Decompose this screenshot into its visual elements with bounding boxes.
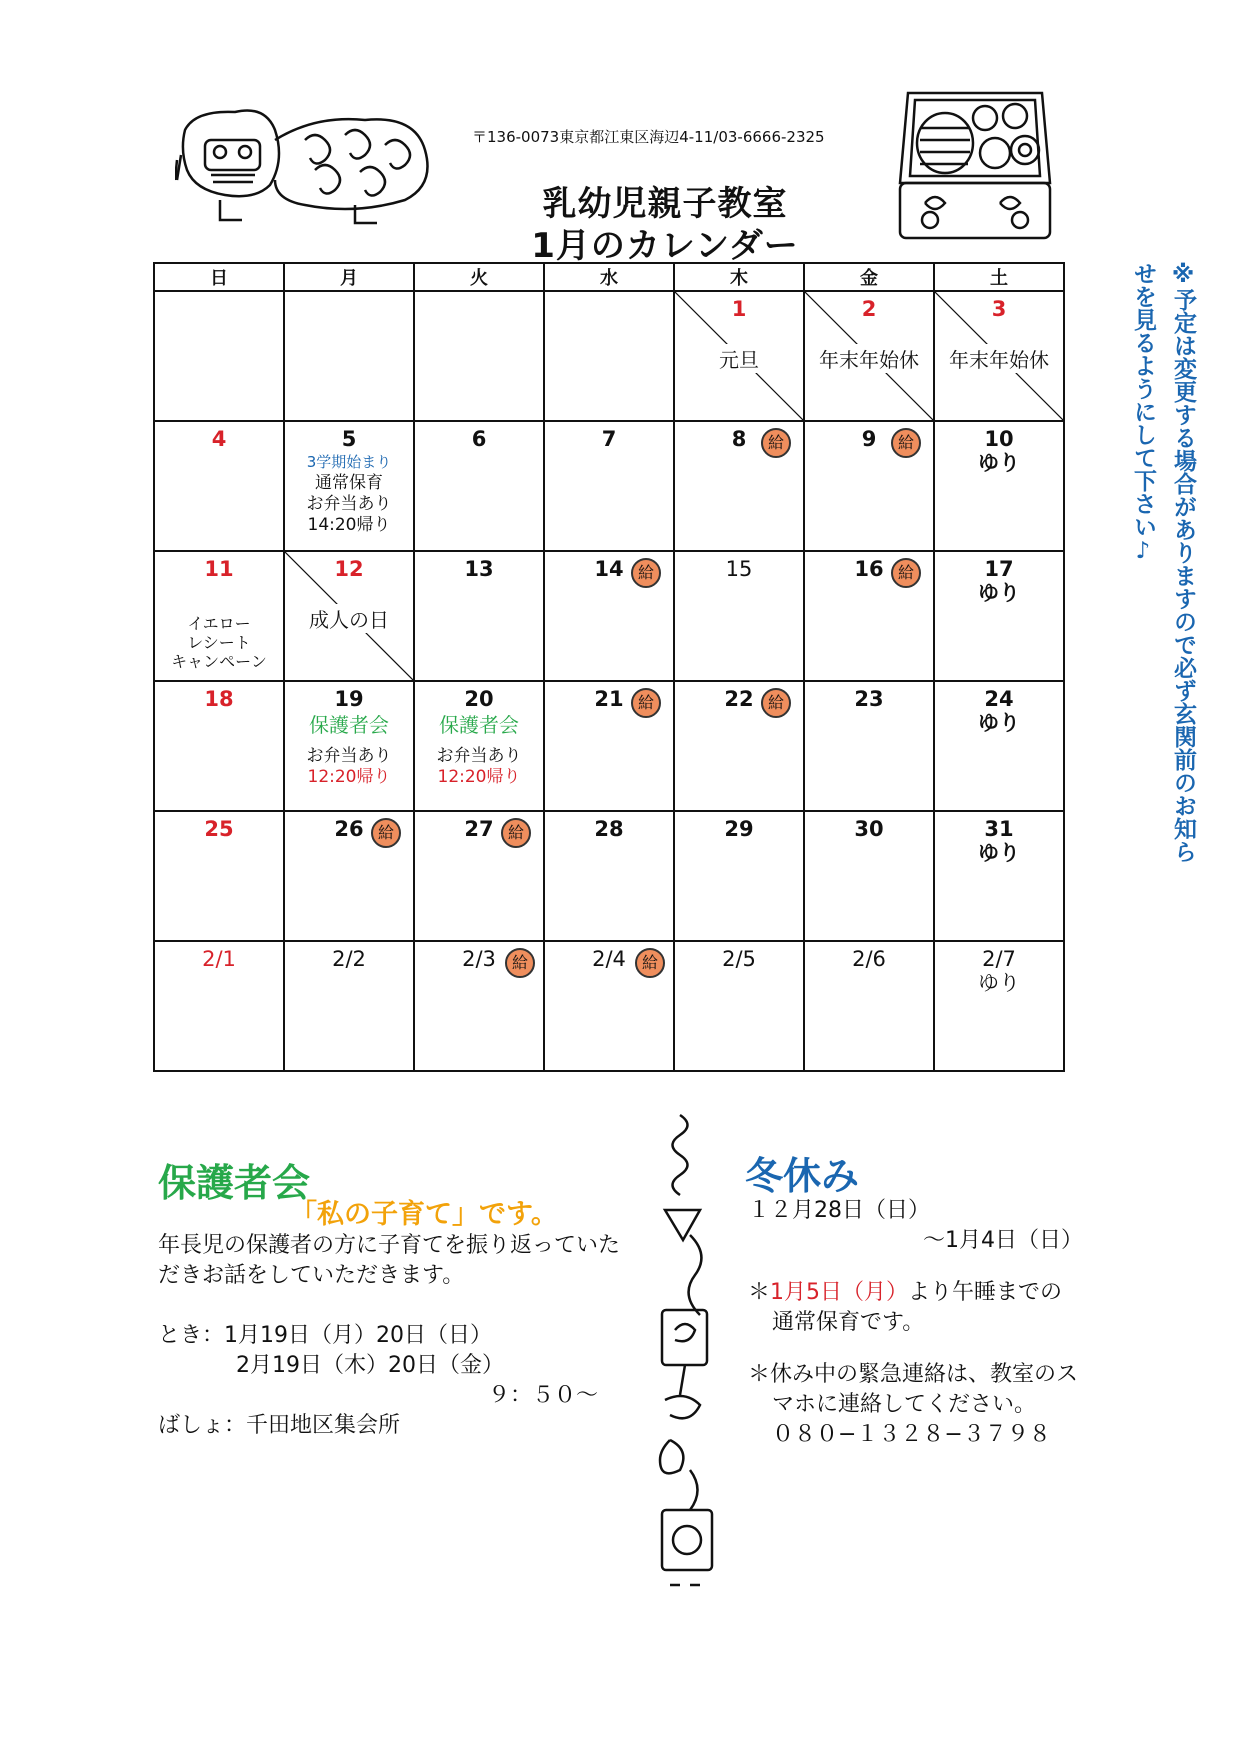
calendar-cell [154, 551, 284, 681]
weekday-header-row [154, 263, 1064, 291]
calendar-week-row [154, 681, 1064, 811]
calendar-cell [934, 811, 1064, 941]
event-text: イエロー [187, 614, 251, 633]
day-number: 21 [594, 687, 624, 711]
day-number: 27 [464, 817, 494, 841]
day-number: 2/7 [982, 947, 1016, 971]
day-number: 9 [861, 427, 877, 451]
calendar-cell [154, 421, 284, 551]
yuri-label: ゆり [978, 451, 1020, 475]
event-text: お弁当あり [306, 494, 392, 514]
kyushoku-badge: 給 [505, 948, 535, 978]
day-number: 24 [984, 687, 1014, 711]
day-number: 20 [464, 687, 494, 711]
day-number: 2/5 [722, 947, 756, 971]
calendar-cell [674, 681, 804, 811]
winter-to: 〜1月4日（日） [923, 1228, 1083, 1253]
calendar-cell [284, 811, 414, 941]
calendar-cell [284, 421, 414, 551]
weekday-wed: 水 [544, 263, 674, 291]
hogosha-description: 年長児の保護者の方に子育てを振り返っていただきお話をしていただきます。 [158, 1233, 621, 1288]
calendar-cell [154, 681, 284, 811]
day-number: 15 [725, 557, 753, 581]
calendar-cell [284, 941, 414, 1071]
holiday-label: 成人の日 [285, 604, 413, 633]
page-title: 乳幼児親子教室 [542, 184, 788, 224]
calendar-week-row [154, 421, 1064, 551]
day-number: 11 [204, 557, 234, 581]
day-number: 19 [334, 687, 364, 711]
day-number: 29 [724, 817, 754, 841]
shishimai-illustration [175, 100, 455, 230]
calendar-cell [804, 551, 934, 681]
calendar-cell [544, 811, 674, 941]
event-text: 12:20帰り [307, 767, 391, 787]
day-number: 10 [984, 427, 1014, 451]
hogosha-subtitle: 「私の子育て」です。 [290, 1199, 558, 1230]
winter-from: １２月28日（日） [748, 1198, 930, 1223]
calendar-cell [154, 291, 284, 421]
hogosha-heading: 保護者会 [158, 1161, 311, 1205]
calendar-week-row [154, 551, 1064, 681]
winter-break-heading: 冬休み [745, 1154, 860, 1198]
kyushoku-badge: 給 [761, 428, 791, 458]
hogosha-place: ばしょ：千田地区集会所 [158, 1413, 401, 1438]
event-text: キャンペーン [171, 652, 267, 671]
day-number: 8 [731, 427, 747, 451]
calendar-cell [544, 941, 674, 1071]
calendar-cell [284, 681, 414, 811]
emergency-contact-line2: マホに連絡してください。 [772, 1392, 1037, 1417]
hogosha-body [158, 1231, 638, 1441]
day-number: 26 [334, 817, 364, 841]
calendar-cell [674, 941, 804, 1071]
day-number: 2/2 [332, 947, 366, 971]
weekday-sat: 土 [934, 263, 1064, 291]
kyushoku-badge: 給 [891, 428, 921, 458]
day-number: 2 [861, 297, 877, 321]
weekday-tue: 火 [414, 263, 544, 291]
calendar-week-row [154, 291, 1064, 421]
calendar-cell [934, 941, 1064, 1071]
calendar-cell [544, 421, 674, 551]
emergency-phone: ０８０−１３２８−３７９８ [772, 1422, 1051, 1447]
yuri-label: ゆり [978, 711, 1020, 735]
hogosha-time: ９：５０〜 [488, 1383, 599, 1408]
day-number: 22 [724, 687, 754, 711]
calendar-cell [934, 551, 1064, 681]
kyushoku-badge: 給 [501, 818, 531, 848]
address: 〒136-0073東京都江東区海辺4-11/03-6666-2325 [472, 128, 825, 146]
kyushoku-badge: 給 [635, 948, 665, 978]
day-number: 4 [211, 427, 227, 451]
day-number: 31 [984, 817, 1014, 841]
day-number: 23 [854, 687, 884, 711]
winter-break-body [748, 1196, 1128, 1450]
winter-resume-line2: 通常保育です。 [772, 1310, 925, 1335]
winter-resume-text: より午睡までの [908, 1280, 1063, 1305]
weekday-fri: 金 [804, 263, 934, 291]
day-number: 2/4 [592, 947, 626, 971]
page-subtitle: 1月のカレンダー [531, 226, 799, 266]
event-text: 通常保育 [315, 473, 383, 493]
day-number: 12 [334, 557, 364, 581]
day-number: 3 [991, 297, 1007, 321]
calendar-cell [414, 421, 544, 551]
yuri-label: ゆり [978, 971, 1020, 995]
event-text: お弁当あり [306, 746, 392, 766]
day-number: 7 [601, 427, 617, 451]
calendar-cell [544, 551, 674, 681]
yuri-label: ゆり [978, 841, 1020, 865]
calendar-cell [804, 291, 934, 421]
day-number: 2/6 [852, 947, 886, 971]
calendar-cell [674, 421, 804, 551]
hogosha-date-2: 2月19日（木）20日（金） [236, 1353, 504, 1378]
calendar-cell [804, 421, 934, 551]
day-number: 16 [854, 557, 884, 581]
calendar-cell [414, 291, 544, 421]
day-number: 5 [341, 427, 357, 451]
schedule-change-notice: ※予定は変更する場合がありますので必ず玄関前のお知らせを見るようにして下さい♪ [1130, 262, 1196, 863]
calendar-cell [154, 811, 284, 941]
holiday-label: 元旦 [675, 344, 803, 373]
calendar-table [153, 262, 1065, 1072]
new-year-decoration-illustration [650, 1110, 730, 1600]
kyushoku-badge: 給 [371, 818, 401, 848]
winter-resume-date: 1月5日（月） [770, 1280, 909, 1305]
calendar-week-row [154, 941, 1064, 1071]
kyushoku-badge: 給 [761, 688, 791, 718]
event-text: お弁当あり [436, 746, 522, 766]
calendar-week-row [154, 811, 1064, 941]
kyushoku-badge: 給 [631, 558, 661, 588]
calendar-cell [674, 291, 804, 421]
calendar-cell [414, 941, 544, 1071]
day-number: 13 [464, 557, 494, 581]
day-number: 30 [854, 817, 884, 841]
emergency-contact-line1: ＊休み中の緊急連絡は、教室のス [748, 1362, 1079, 1387]
weekday-sun: 日 [154, 263, 284, 291]
calendar-cell [414, 811, 544, 941]
day-number: 17 [984, 557, 1014, 581]
calendar-cell [674, 811, 804, 941]
holiday-label: 年末年始休 [805, 344, 933, 373]
calendar-cell [154, 941, 284, 1071]
weekday-mon: 月 [284, 263, 414, 291]
event-text: 保護者会 [439, 713, 519, 737]
day-number: 25 [204, 817, 234, 841]
calendar-cell [414, 681, 544, 811]
jubako-illustration [890, 88, 1060, 243]
calendar-cell [544, 681, 674, 811]
asterisk: ＊ [748, 1280, 771, 1305]
calendar-cell [284, 551, 414, 681]
calendar-cell [284, 291, 414, 421]
weekday-thu: 木 [674, 263, 804, 291]
calendar-cell [804, 811, 934, 941]
calendar-cell [934, 421, 1064, 551]
calendar-cell [544, 291, 674, 421]
holiday-label: 年末年始休 [935, 344, 1063, 373]
day-number: 6 [471, 427, 487, 451]
calendar-cell [674, 551, 804, 681]
kyushoku-badge: 給 [631, 688, 661, 718]
calendar-cell [414, 551, 544, 681]
day-number: 18 [204, 687, 234, 711]
event-text: 14:20帰り [307, 515, 391, 535]
hogosha-date-1: とき：1月19日（月）20日（日） [158, 1323, 492, 1348]
event-text: レシート [187, 633, 251, 652]
day-number: 14 [594, 557, 624, 581]
calendar-cell [804, 681, 934, 811]
day-number: 28 [594, 817, 624, 841]
calendar-cell [934, 681, 1064, 811]
day-number: 1 [731, 297, 747, 321]
event-text: 3学期始まり [306, 453, 392, 471]
kyushoku-badge: 給 [891, 558, 921, 588]
calendar-cell [804, 941, 934, 1071]
day-number: 2/1 [202, 947, 236, 971]
event-text: 12:20帰り [437, 767, 521, 787]
day-number: 2/3 [462, 947, 496, 971]
yuri-label: ゆり [978, 581, 1020, 605]
event-text: 保護者会 [309, 713, 389, 737]
calendar-cell [934, 291, 1064, 421]
